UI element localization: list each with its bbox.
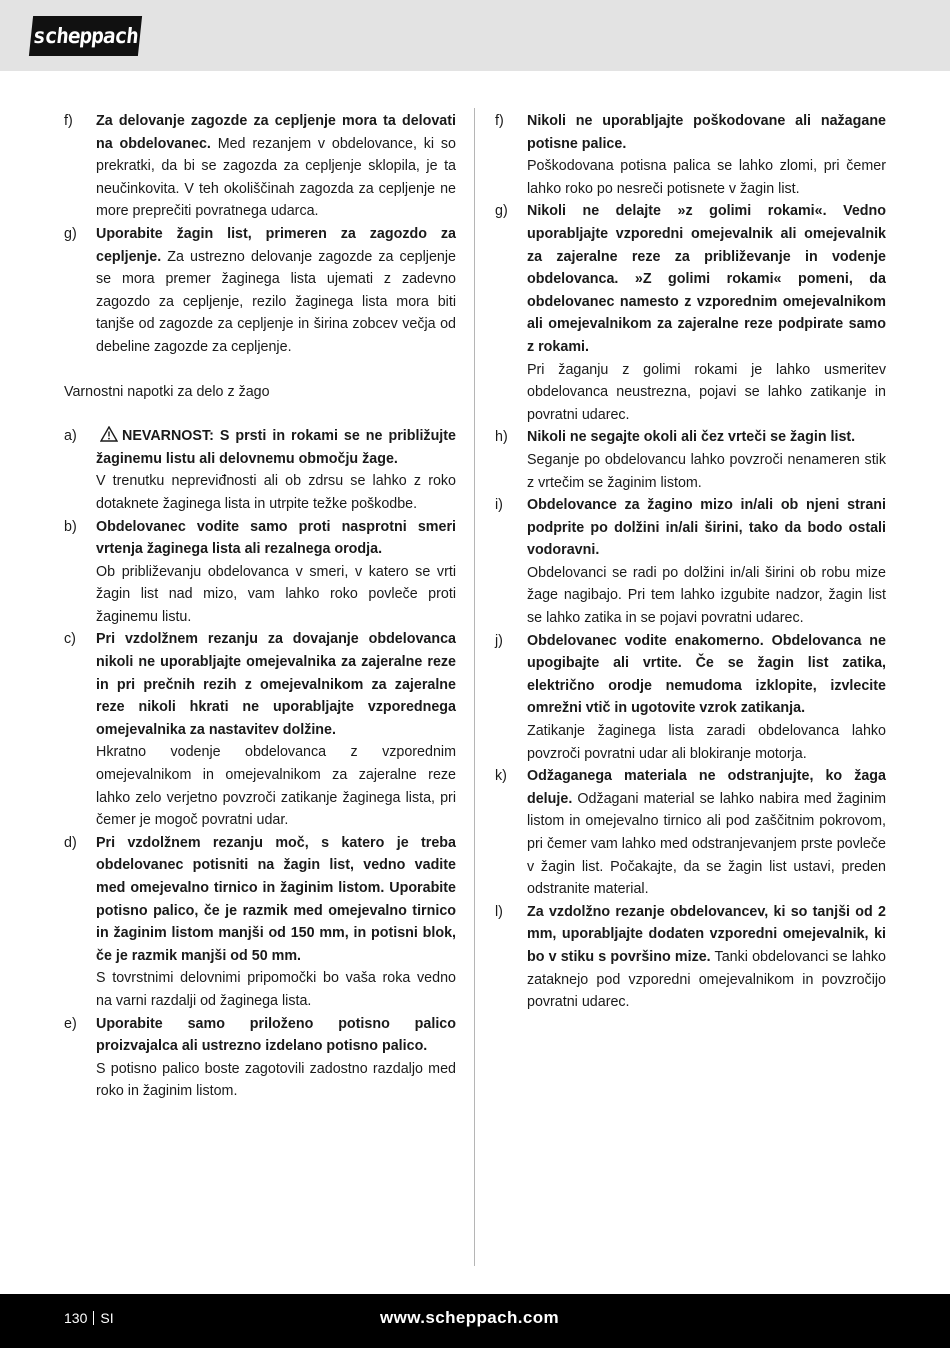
item-note: S potisno palico boste zagotovili zadostno razdaljo med roko in žaginim listom. xyxy=(96,1060,456,1100)
item-bold-text: Odžaganega materiala ne odstranjujte, ko žaga deluje. xyxy=(527,768,886,807)
item-label: a) xyxy=(64,428,77,445)
item-note: Zatikanje žaginega lista zaradi obdelovanca lahko povzroči povratni udar ali blokiranje motorja. xyxy=(527,723,886,762)
item-note: V trenutku nepreviđnosti ali ob zdrsu se lahko z roko dotaknete žaginega lista in utrpite težke poškodbe. xyxy=(96,473,456,512)
item-paragraph xyxy=(527,110,886,155)
item-bold-text: Obdelovance za žagino mizo in/ali ob njeni strani podprite po dolžini in/ali širini, tako da bodo ostali vodoravni. xyxy=(527,497,886,559)
language-code: SI xyxy=(100,1310,114,1326)
page-header xyxy=(0,0,950,71)
scheppach-logo: scheppach xyxy=(29,16,142,56)
right-column xyxy=(495,110,886,1014)
item-bold-text: Nikoli ne uporabljajte poškodovane ali nažagane potisne palice. xyxy=(527,113,886,152)
item-label: j) xyxy=(495,632,503,649)
page-number-block xyxy=(64,1294,114,1342)
item-note: Obdelovanci se radi po dolžini in/ali širini ob robu mize žage nagibajo. Pri tem lahko izgubite nadzor, žagin list se lahko zatika in se pojavi povratni udarec. xyxy=(527,564,886,627)
item-paragraph xyxy=(96,110,456,223)
list-item xyxy=(495,200,886,426)
item-note: Pri žaganju z golimi rokami je lahko usmeritev obdelovanca neustrezna, pojavi se lahko zatikanje in povratni udarec. xyxy=(527,361,886,423)
list-item xyxy=(64,628,456,831)
item-paragraph xyxy=(96,628,456,741)
item-label: b) xyxy=(64,518,77,535)
list-item xyxy=(64,1013,456,1103)
item-label: e) xyxy=(64,1015,77,1032)
item-bold-text: Za delovanje zagozde za cepljenje mora ta delovati na obdelovanec. xyxy=(96,113,456,152)
item-bold-text: NEVARNOST: S prsti in rokami se ne približujte žaginemu listu ali delovnemu območju žage. xyxy=(96,428,456,467)
item-bold-text: Obdelovanec vodite samo proti nasprotni smeri vrtenja žaginega lista ali rezalnega orodja. xyxy=(96,518,456,558)
item-paragraph xyxy=(96,832,456,968)
item-label: i) xyxy=(495,497,503,514)
item-bold-text: Za vzdolžno rezanje obdelovancev, ki so tanjši od 2 mm, uporabljajte dodaten vzporedni omejevalnik, ki bo v stiku s površino mize. xyxy=(527,903,886,965)
warning-triangle-icon xyxy=(100,426,118,442)
item-label: k) xyxy=(495,768,507,785)
list-item xyxy=(64,110,456,223)
left-column xyxy=(64,110,456,1103)
item-paragraph xyxy=(527,494,886,562)
item-label: g) xyxy=(64,225,77,242)
list-item xyxy=(64,832,456,1013)
item-paragraph xyxy=(527,901,886,1014)
item-paragraph xyxy=(96,516,456,561)
list-item xyxy=(495,426,886,494)
item-label: f) xyxy=(64,113,73,129)
item-note: Seganje po obdelovancu lahko povzroči nenameren stik z vrtečim se žaginim listom. xyxy=(527,451,886,491)
section-title: Varnostni napotki za delo z žago xyxy=(64,383,270,400)
page-footer xyxy=(0,1294,950,1348)
item-bold-text: Pri vzdolžnem rezanju za dovajanje obdelovanca nikoli ne uporabljajte omejevalnika za zajeralne reze in pri prečnih rezih z omejevalnikom za zajeralne reze nikoli hkrati ne uporabljajte vzporednega omejevalnika za nastavitev dolžine. xyxy=(96,631,456,738)
item-text: Odžagani material se lahko nabira med žaginim listom in omejevalno tirnico ali pod zaščitnim pokrovom, pri čemer vam lahko med odstranjevanjem prste povleče v žagin list. Počakajte, da se žagin list ustavi, preden odstranite material. xyxy=(527,790,886,898)
item-label: g) xyxy=(495,203,508,220)
item-bold-text: Pri vzdolžnem rezanju moč, s katero je treba obdelovanec potisniti na žagin list, vedno vadite med omejevalno tirnico in žaginim listom. Uporabite potisno palico, če je razmik med omejevalno tirnico in žaginim listom manjši od 150 mm, in potisni blok, če je razmik manjši od 50 mm. xyxy=(96,834,456,964)
item-paragraph xyxy=(96,223,456,359)
list-item xyxy=(64,223,456,359)
item-paragraph xyxy=(96,1013,456,1058)
item-label: d) xyxy=(64,834,77,851)
website-link[interactable]: www.scheppach.com xyxy=(380,1308,560,1327)
item-paragraph xyxy=(527,765,886,901)
item-bold-text: Nikoli ne segajte okoli ali čez vrteči se žagin list. xyxy=(527,429,856,446)
item-paragraph xyxy=(96,425,456,470)
list-item xyxy=(495,110,886,200)
item-label: h) xyxy=(495,429,508,446)
item-label: f) xyxy=(495,113,504,129)
list-item xyxy=(64,516,456,629)
item-paragraph xyxy=(527,200,886,358)
page-number: 130 xyxy=(64,1310,88,1326)
item-text: Za ustrezno delovanje zagozde za cepljenje se mora premer žaginega lista ujemati z zadevno zagozdo za cepljenje, rezilo žaginega lista mora biti tanjše od zagozde za cepljenje in širina zobcev večja od debeline zagozde za cepljenje. xyxy=(96,248,456,355)
item-bold-text: Uporabite žagin list, primeren za zagozdo za cepljenje. xyxy=(96,225,456,265)
item-paragraph xyxy=(527,630,886,720)
item-note: S tovrstnimi delovnimi pripomočki bo vaša roka vedno na varni razdalji od žaginega lista. xyxy=(96,970,456,1009)
item-label: l) xyxy=(495,903,503,920)
footer-separator xyxy=(93,1311,94,1325)
item-paragraph xyxy=(527,426,886,449)
list-item xyxy=(495,765,886,901)
item-note: Poškodovana potisna palica se lahko zlomi, pri čemer lahko roko po nesreči potisnete v žagin list. xyxy=(527,158,886,197)
item-bold-text: Nikoli ne delajte »z golimi rokami«. Vedno uporabljajte vzporedni omejevalnik ali omejevalnik za zajeralne reze za približevanje in vodenje obdelovanca. »Z golimi rokami« pomeni, da obdelovanec namesto z vzporednim omejevalnikom ali omejevalnikom za zajeralne reze podpirate samo z rokami. xyxy=(527,203,886,355)
item-note: Hkratno vodenje obdelovanca z vzporednim omejevalnikom in omejevalnikom za zajeralne reze lahko zelo verjetno povzroči zatikanje žaginega lista, pri čemer je mogoč povratni udar. xyxy=(96,744,456,829)
list-item xyxy=(495,630,886,766)
item-note: Ob približevanju obdelovanca v smeri, v katero se vrti žagin list nad mizo, vam lahko roko povleče proti žaginemu listu. xyxy=(96,563,456,625)
list-item xyxy=(495,901,886,1014)
list-item xyxy=(64,425,456,515)
list-item xyxy=(495,494,886,630)
column-divider xyxy=(474,108,475,1266)
item-bold-text: Uporabite samo priloženo potisno palico proizvajalca ali ustrezno izdelano potisno palico. xyxy=(96,1015,456,1055)
item-text: Tanki obdelovanci se lahko zataknejo pod vzporedni omejevalnikom in povzročijo povratni udarec. xyxy=(527,948,886,1011)
item-label: c) xyxy=(64,631,76,648)
item-text: Med rezanjem v obdelovance, ki so prekratki, da bi se zagozda za cepljenje sklopila, je ta neučinkovita. V teh okoliščinah zagozda za cepljenje ne more preprečiti povratnega udarca. xyxy=(96,135,456,220)
item-bold-text: Obdelovanec vodite enakomerno. Obdelovanca ne upogibajte ali vrtite. Če se žagin list zatika, električno orodje nemudoma izklopite, izvlecite omrežni vtič in ugotovite vzrok zatikanja. xyxy=(527,632,886,717)
